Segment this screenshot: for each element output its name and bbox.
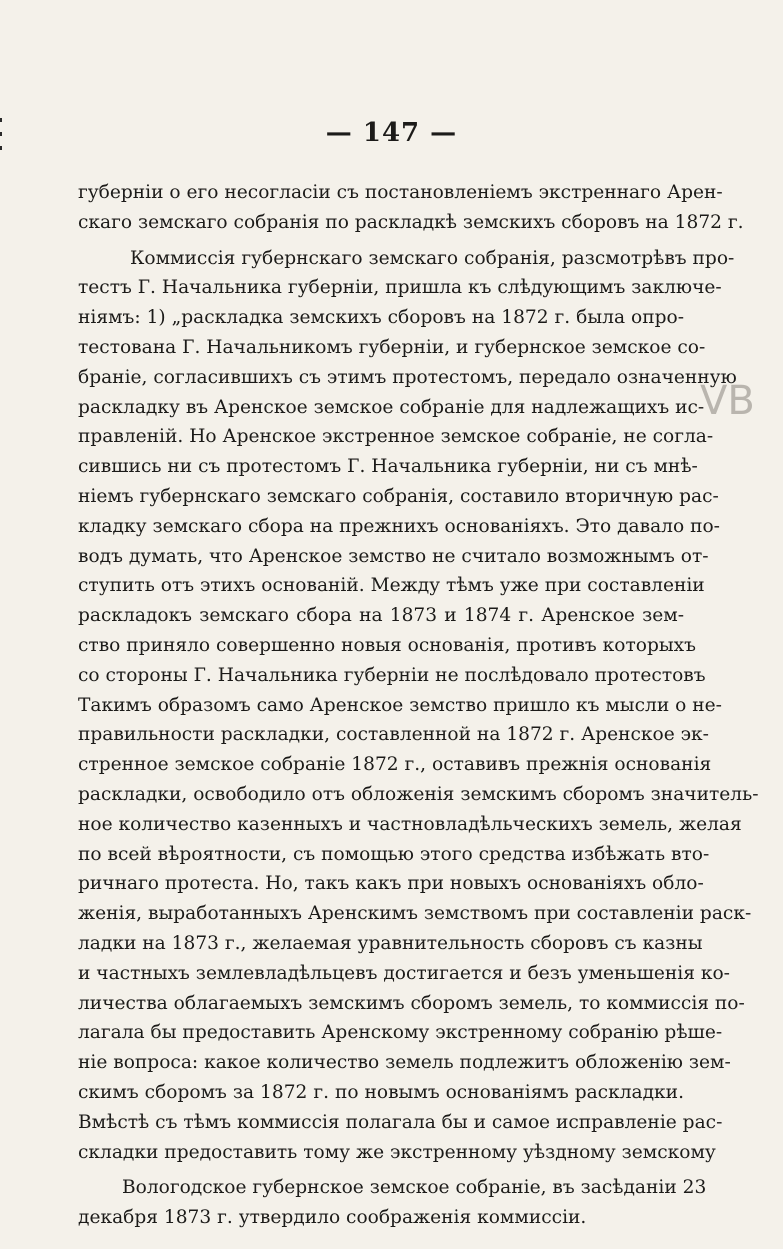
- text-line: стренное земское собраніе 1872 г., оставивъ прежнія основанія: [78, 754, 712, 776]
- text-line: раскладокъ земскаго сбора на 1873 и 1874 г. Аренское зем-: [78, 605, 684, 627]
- text-line: лагала бы предоставить Аренскому экстренному собранію рѣше-: [78, 1022, 723, 1044]
- text-line: декабря 1873 г. утвердило соображенія коммиссіи.: [78, 1207, 587, 1229]
- text-line: ніямъ: 1) „раскладка земскихъ сборовъ на 1872 г. была опро-: [78, 307, 684, 329]
- text-line: Вмѣстѣ съ тѣмъ коммиссія полагала бы и самое исправленіе рас-: [78, 1111, 723, 1133]
- text-line: ладки на 1873 г., желаемая уравнительность сборовъ съ казны: [78, 932, 703, 954]
- text-line: правленій. Но Аренское экстренное земское собраніе, не согла-: [78, 426, 714, 448]
- text-line: водъ думать, что Аренское земство не считало возможнымъ от-: [78, 545, 709, 567]
- text-line: губерніи о его несогласіи съ постановленіемъ экстреннаго Арен-: [78, 182, 723, 203]
- text-line: по всей вѣроятности, съ помощью этого средства избѣжать вто-: [78, 843, 710, 865]
- text-line: кладку земскаго сбора на прежнихъ основаніяхъ. Это давало по-: [78, 515, 720, 537]
- text-line: Коммиссія губернскаго земскаго собранія, разсмотрѣвъ про-: [130, 247, 735, 269]
- text-line: браніе, согласившихъ съ этимъ протестомъ, передало означенную: [78, 366, 737, 388]
- text-line: ство приняло совершенно новыя основанія, противъ которыхъ: [78, 634, 696, 656]
- text-line: ное количество казенныхъ и частновладѣльческихъ земель, желая: [78, 813, 742, 835]
- text-line: скимъ сборомъ за 1872 г. по новымъ основаніямъ раскладки.: [78, 1081, 684, 1103]
- text-line: Такимъ образомъ само Аренское земство пришло къ мысли о не-: [78, 694, 722, 716]
- text-line: ступить отъ этихъ основаній. Между тѣмъ уже при составленіи: [78, 575, 705, 597]
- text-line: сившись ни съ протестомъ Г. Начальника губерніи, ни съ мнѣ-: [78, 456, 698, 478]
- page-number: — 147 —: [325, 118, 458, 148]
- text-line: тестована Г. Начальникомъ губерніи, и губернское земское со-: [78, 336, 706, 358]
- marginal-pencil-note: VB: [700, 378, 755, 424]
- text-line: и частныхъ землевладѣльцевъ достигается и безъ уменьшенія ко-: [78, 962, 730, 984]
- text-line: женія, выработанныхъ Аренскимъ земствомъ при составленіи раск-: [78, 903, 752, 925]
- text-line: раскладки, освободило отъ обложенія земскимъ сборомъ значитель-: [78, 783, 759, 805]
- text-line: раскладку въ Аренское земское собраніе для надлежащихъ ис-: [78, 396, 705, 418]
- text-line: правильности раскладки, составленной на 1872 г. Аренское эк-: [78, 724, 709, 746]
- text-line: со стороны Г. Начальника губерніи не послѣдовало протестовъ: [78, 664, 706, 686]
- paragraph-3: [78, 1173, 707, 1233]
- text-line: складки предоставить тому же экстренному уѣздному земскому: [78, 1141, 716, 1163]
- text-line: ричнаго протеста. Но, такъ какъ при новыхъ основаніяхъ обло-: [78, 873, 704, 895]
- text-line: ніе вопроса: какое количество земель подлежитъ обложенію зем-: [78, 1052, 731, 1074]
- paragraph-1: [78, 178, 744, 238]
- text-line: ніемъ губернскаго земскаго собранія, составило вторичную рас-: [78, 485, 719, 507]
- text-line: тестъ Г. Начальника губерніи, пришла къ слѣдующимъ заключе-: [78, 277, 722, 299]
- text-line: Вологодское губернское земское собраніе, въ засѣданіи 23: [122, 1177, 707, 1199]
- text-line: скаго земскаго собранія по раскладкѣ земскихъ сборовъ на 1872 г.: [78, 211, 744, 233]
- text-line: личества облагаемыхъ земскимъ сборомъ земель, то коммиссія по-: [78, 992, 745, 1014]
